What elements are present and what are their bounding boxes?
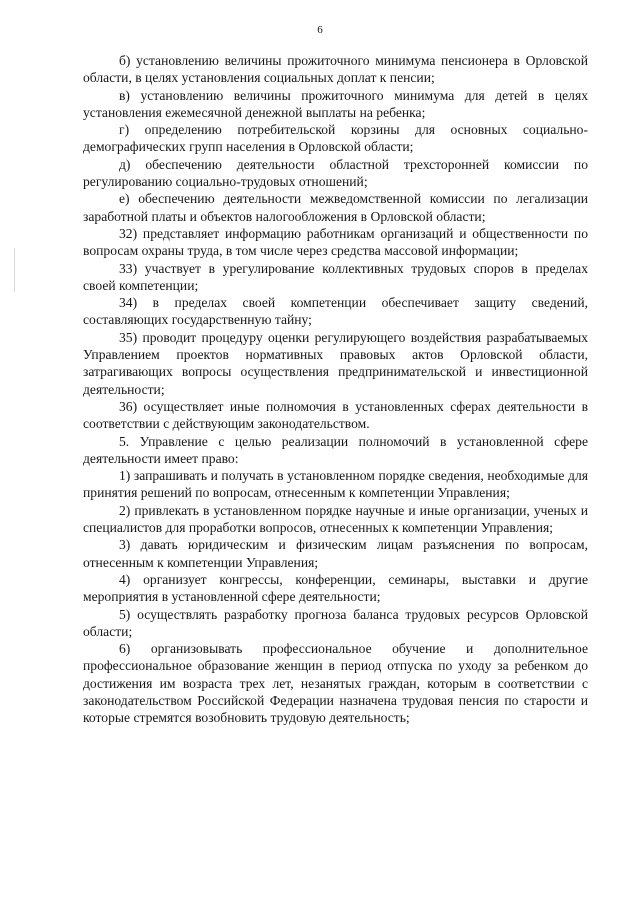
paragraph-33: 33) участвует в урегулирование коллективных трудовых споров в пределах своей компетенции; (83, 260, 588, 293)
right-6: 6) организовывать профессиональное обучение и дополнительное профессиональное образование женщин в период отпуска по уходу за ребенком до достижения им возраста трех лет, незанятых граждан, которым в соответствии с законодательством Российской Федерации назначена трудовая пенсия по старости и которые стремятся возобновить трудовую деятельность; (83, 641, 588, 726)
paragraph-34: 34) в пределах своей компетенции обеспечивает защиту сведений, составляющих государственную тайну; (83, 295, 588, 328)
right-2: 2) привлекать в установленном порядке научные и иные организации, ученых и специалистов для проработки вопросов, отнесенных к компетенции Управления; (83, 502, 588, 536)
paragraph-36: 36) осуществляет иные полномочия в установленных сферах деятельности в соответствии с действующим законодательством. (83, 398, 588, 432)
paragraph-b: б) установлению величины прожиточного минимума пенсионера в Орловской области, в целях установления социальных доплат к пенсии; (83, 53, 588, 86)
paragraph-g: г) определению потребительской корзины для основных социально-демографических групп населения в Орловской области; (83, 122, 588, 155)
document-body (83, 52, 588, 727)
section-5-heading: 5. Управление с целью реализации полномочий в установленной сфере деятельности имеет право: (83, 433, 588, 466)
paragraph-e: е) обеспечению деятельности межведомственной комиссии по легализации заработной платы и объектов налогообложения в Орловской области; (83, 191, 588, 224)
paragraph-d: д) обеспечению деятельности областной трехсторонней комиссии по регулированию социально-трудовых отношений; (83, 156, 588, 190)
page-number: 6 (317, 24, 323, 36)
right-1: 1) запрашивать и получать в установленном порядке сведения, необходимые для принятия решений по вопросам, отнесенным к компетенции Управления; (83, 468, 588, 501)
right-4: 4) организует конгрессы, конференции, семинары, выставки и другие мероприятия в установленной сфере деятельности; (83, 571, 588, 605)
paragraph-v: в) установлению величины прожиточного минимума для детей в целях установления ежемесячной денежной выплаты на ребенка; (83, 87, 588, 120)
right-3: 3) давать юридическим и физическим лицам разъяснения по вопросам, отнесенным к компетенции Управления; (83, 537, 588, 570)
right-5: 5) осуществлять разработку прогноза баланса трудовых ресурсов Орловской области; (83, 606, 588, 639)
margin-scan-mark (14, 248, 15, 292)
paragraph-35: 35) проводит процедуру оценки регулирующего воздействия разрабатываемых Управлением проектов нормативных правовых актов Орловской области, затрагивающих вопросы осуществления предпринимательской и инвестиционной деятельности; (83, 329, 588, 397)
paragraph-32: 32) представляет информацию работникам организаций и общественности по вопросам охраны труда, в том числе через средства массовой информации; (83, 225, 588, 259)
